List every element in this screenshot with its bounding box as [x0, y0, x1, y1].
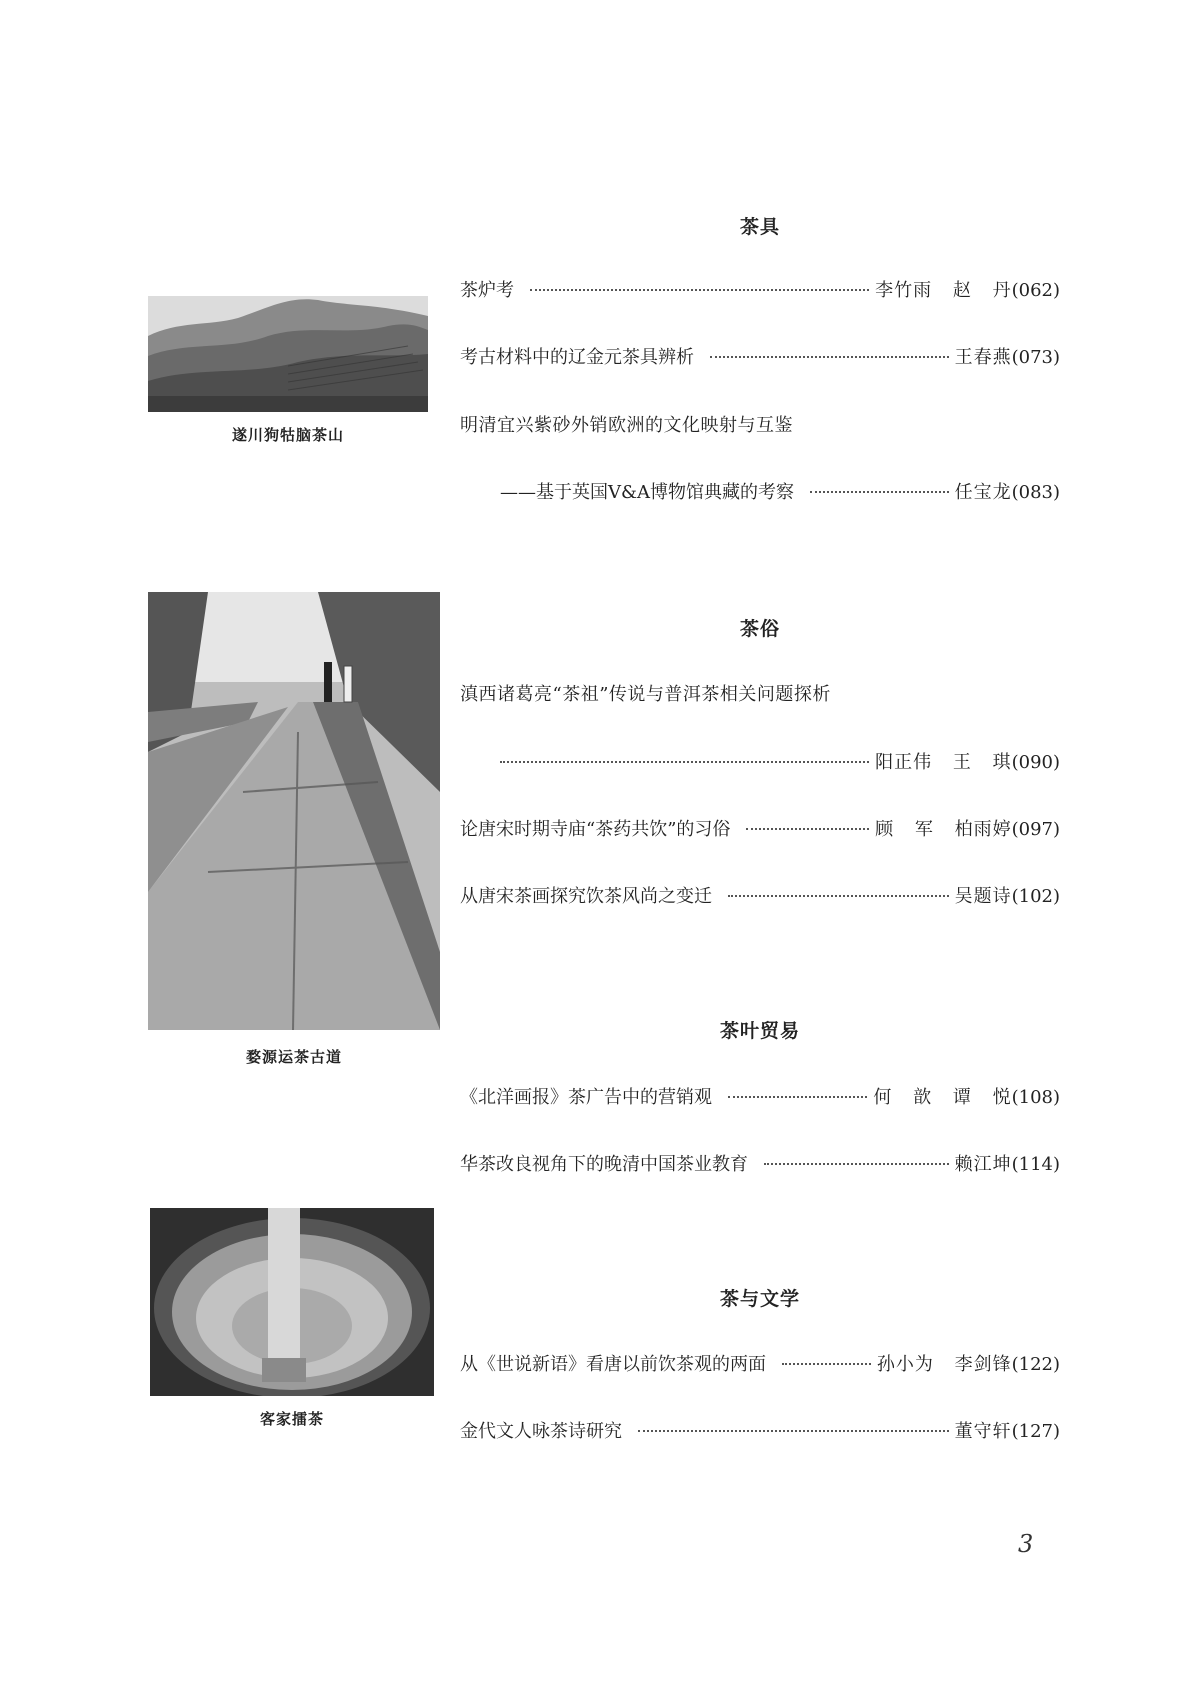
- entry-author: 李竹雨 赵 丹: [875, 280, 1012, 301]
- entry-title: 从唐宋茶画探究饮茶风尚之变迁: [460, 886, 712, 907]
- toc-entry[interactable]: [460, 1350, 1060, 1380]
- photo-leicha-bowl: [150, 1208, 434, 1396]
- entry-page: (108): [1011, 1087, 1060, 1108]
- entry-page: (114): [1011, 1154, 1060, 1175]
- entry-page: (090): [1011, 752, 1060, 773]
- toc-entry[interactable]: [460, 815, 1060, 845]
- toc-entry[interactable]: [460, 343, 1060, 373]
- entry-title: 华茶改良视角下的晚清中国茶业教育: [460, 1154, 748, 1175]
- leader-dots: [746, 828, 869, 830]
- toc-entry[interactable]: [460, 1083, 1060, 1113]
- entry-title: 茶炉考: [460, 280, 514, 301]
- entry-title: 金代文人咏茶诗研究: [460, 1421, 622, 1442]
- leader-dots: [638, 1430, 949, 1432]
- entry-page: (073): [1011, 347, 1060, 368]
- section-title: 茶叶贸易: [719, 1020, 800, 1042]
- entry-page: (122): [1011, 1354, 1060, 1375]
- toc-entry[interactable]: [460, 1417, 1060, 1447]
- leader-dots: [782, 1363, 871, 1365]
- entry-page: (097): [1011, 819, 1060, 840]
- toc-entry[interactable]: [500, 748, 1060, 778]
- entry-title: 考古材料中的辽金元茶具辨析: [460, 347, 694, 368]
- leader-dots: [764, 1163, 949, 1165]
- photo-caption: 遂川狗牯脑茶山: [231, 426, 344, 444]
- entry-author: 孙小为 李剑锋: [876, 1354, 1012, 1375]
- entry-author: 何 歆 谭 悦: [873, 1087, 1012, 1108]
- toc-entry[interactable]: [460, 1150, 1060, 1180]
- entry-author: 董守轩: [954, 1421, 1012, 1442]
- entry-author: 吴题诗: [954, 886, 1012, 907]
- photo-ancient-road: [148, 592, 440, 1030]
- entry-title: 从《世说新语》看唐以前饮茶观的两面: [460, 1354, 766, 1375]
- section-title: 茶俗: [739, 618, 780, 640]
- entry-subtitle: ——基于英国V&A博物馆典藏的考察: [500, 482, 795, 503]
- toc-entry[interactable]: [460, 276, 1060, 306]
- leader-dots: [810, 491, 949, 493]
- leader-dots: [530, 289, 869, 291]
- section-title: 茶具: [739, 216, 780, 238]
- leader-dots: [728, 1096, 867, 1098]
- entry-page: (127): [1011, 1421, 1060, 1442]
- entry-page: (083): [1011, 482, 1060, 503]
- entry-author: 任宝龙: [954, 482, 1012, 503]
- photo-caption: 婺源运茶古道: [245, 1048, 342, 1066]
- entry-title: 《北洋画报》茶广告中的营销观: [460, 1087, 712, 1108]
- entry-author: 顾 军 柏雨婷: [875, 819, 1012, 840]
- section-title: 茶与文学: [719, 1288, 800, 1310]
- leader-dots: [500, 761, 869, 763]
- entry-page: (062): [1011, 280, 1060, 301]
- entry-title[interactable]: 明清宜兴紫砂外销欧洲的文化映射与互鉴: [460, 415, 793, 436]
- toc-entry[interactable]: [460, 882, 1060, 912]
- leader-dots: [728, 895, 949, 897]
- entry-page: (102): [1011, 886, 1060, 907]
- page-number: 3: [1018, 1530, 1034, 1558]
- entry-author: 王春燕: [954, 347, 1012, 368]
- entry-title[interactable]: 滇西诸葛亮“茶祖”传说与普洱茶相关问题探析: [460, 684, 831, 705]
- entry-author: 阳正伟 王 琪: [875, 752, 1012, 773]
- photo-tea-mountain: [148, 296, 428, 412]
- entry-author: 赖江坤: [954, 1154, 1012, 1175]
- leader-dots: [710, 356, 949, 358]
- entry-title: 论唐宋时期寺庙“茶药共饮”的习俗: [460, 819, 731, 840]
- toc-entry[interactable]: [500, 478, 1060, 508]
- photo-caption: 客家擂茶: [259, 1410, 324, 1428]
